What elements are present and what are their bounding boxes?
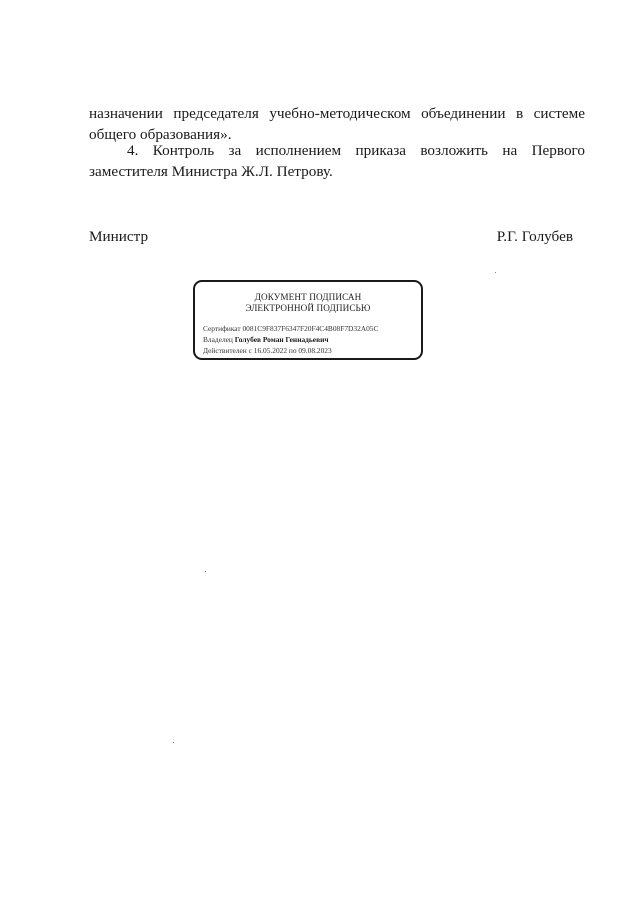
stamp-heading-line1: ДОКУМЕНТ ПОДПИСАН — [254, 292, 362, 302]
stamp-validity — [203, 346, 332, 355]
paragraph-item-4: 4. Контроль за исполнением приказа возложить на Первого заместителя Министра Ж.Л. Петрову. — [89, 142, 585, 180]
stamp-validity-to-label: по — [288, 346, 297, 355]
stamp-validity-label: Действителен — [203, 346, 247, 355]
stamp-certificate-value: 0081C9F837F6347F20F4C4B08F7D32A05C — [242, 324, 379, 333]
electronic-signature-stamp — [193, 280, 423, 360]
signatory-name: Р.Г. Голубев — [496, 228, 573, 245]
scan-speck — [205, 571, 206, 572]
stamp-validity-from: 16.05.2022 — [253, 346, 288, 355]
scan-speck — [173, 742, 174, 743]
stamp-validity-to: 09.08.2023 — [298, 346, 332, 355]
stamp-certificate — [203, 324, 378, 333]
stamp-owner-label: Владелец — [203, 335, 233, 344]
stamp-owner — [203, 335, 329, 344]
scan-speck — [495, 272, 496, 273]
stamp-certificate-label: Сертификат — [203, 324, 241, 333]
stamp-heading-line2: ЭЛЕКТРОННОЙ ПОДПИСЬЮ — [245, 303, 371, 313]
stamp-owner-value: Голубев Роман Геннадьевич — [234, 335, 329, 344]
signatory-title: Министр — [89, 228, 149, 245]
paragraph-continuation: назначении председателя учебно-методическом объединении в системе общего образования». — [89, 105, 585, 143]
stamp-validity-from-label: с — [248, 346, 252, 355]
